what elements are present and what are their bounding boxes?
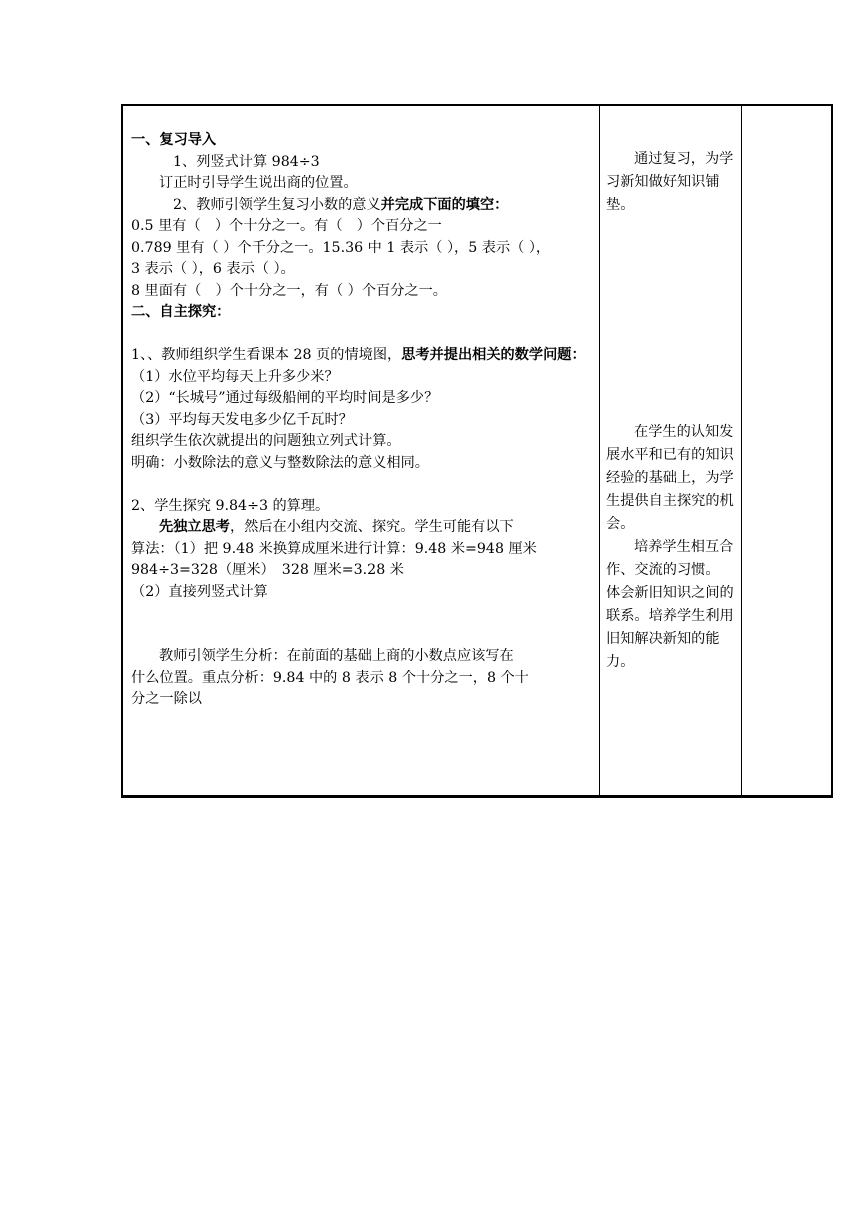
fill-line-1: 0.5 里有（ ）个十分之一。有（ ）个百分之一 [131, 218, 442, 234]
fill-line-3: 3 表示（ ），6 表示（ ）。 [131, 261, 295, 277]
design-notes-review [606, 148, 738, 217]
section-title-explore: 二、自主探究： [131, 304, 231, 320]
analysis-line-1: 教师引领学生分析：在前面的基础上商的小数点应该写在 [159, 648, 514, 664]
column-divider [741, 106, 742, 795]
analysis-line-3: 分之一除以 [131, 691, 202, 707]
fill-line-4: 8 里面有（ ）个十分之一，有（ ）个百分之一。 [131, 282, 447, 299]
fill-line-2: 0.789 里有（ ）个千分之一。15.36 中 1 表示（ ），5 表示（ ）， [131, 239, 551, 256]
think-rest: ，然后在小组内交流、探究。学生可能有以下 [229, 519, 514, 535]
review-item-1-note: 订正时引导学生说出商的位置。 [159, 175, 358, 191]
explore-item-2: 2、学生探究 9.84÷3 的算理。 [131, 497, 330, 514]
question-1: （1）水位平均每天上升多少米？ [131, 368, 339, 385]
question-3: （3）平均每天发电多少亿千瓦时？ [131, 411, 353, 428]
think-line [131, 517, 593, 539]
note-cooperate: 培养学生相互合作、交流的习惯。 [606, 539, 734, 578]
note-connect: 体会新旧知识之间的联系。培养学生利用旧知解决新知的能力。 [606, 585, 734, 670]
analysis-line-2: 什么位置。重点分析：9.84 中的 8 表示 8 个十分之一，8 个十 [131, 669, 529, 686]
review-item-2-text: 2、教师引领学生复习小数的意义 [173, 196, 381, 213]
method-1-calc: 984÷3=328（厘米） 328 厘米=3.28 米 [131, 562, 404, 578]
review-item-2 [131, 195, 593, 217]
review-item-2-bold: 并完成下面的填空： [380, 196, 509, 213]
review-item-1: 1、列竖式计算 984÷3 [173, 153, 320, 170]
question-2: （2）“长城号”通过每级船闸的平均时间是多少？ [131, 390, 439, 406]
teaching-process-column [131, 130, 593, 711]
think-bold: 先独立思考 [159, 519, 230, 535]
design-notes-explore [606, 421, 738, 674]
clarify-text: 明确：小数除法的意义与整数除法的意义相同。 [131, 454, 429, 471]
method-1: 算法：（1）把 9.48 米换算成厘米进行计算：9.48 米=948 厘米 [131, 540, 537, 557]
organize-text: 组织学生依次就提出的问题独立列式计算。 [131, 433, 401, 449]
explore-item-1 [131, 345, 593, 367]
method-2: （2）直接列竖式计算 [131, 583, 268, 600]
explore-item-1-text: 1、、教师组织学生看课本 28 页的情境图， [131, 347, 402, 363]
section-title-review: 一、复习导入 [131, 132, 217, 148]
note-review: 通过复习，为学习新知做好知识铺垫。 [606, 151, 734, 213]
note-explore: 在学生的认知发展水平和已有的知识经验的基础上，为学生提供自主探究的机会。 [606, 424, 734, 532]
explore-item-1-bold: 思考并提出相关的数学问题： [401, 347, 586, 363]
column-divider [599, 106, 600, 795]
